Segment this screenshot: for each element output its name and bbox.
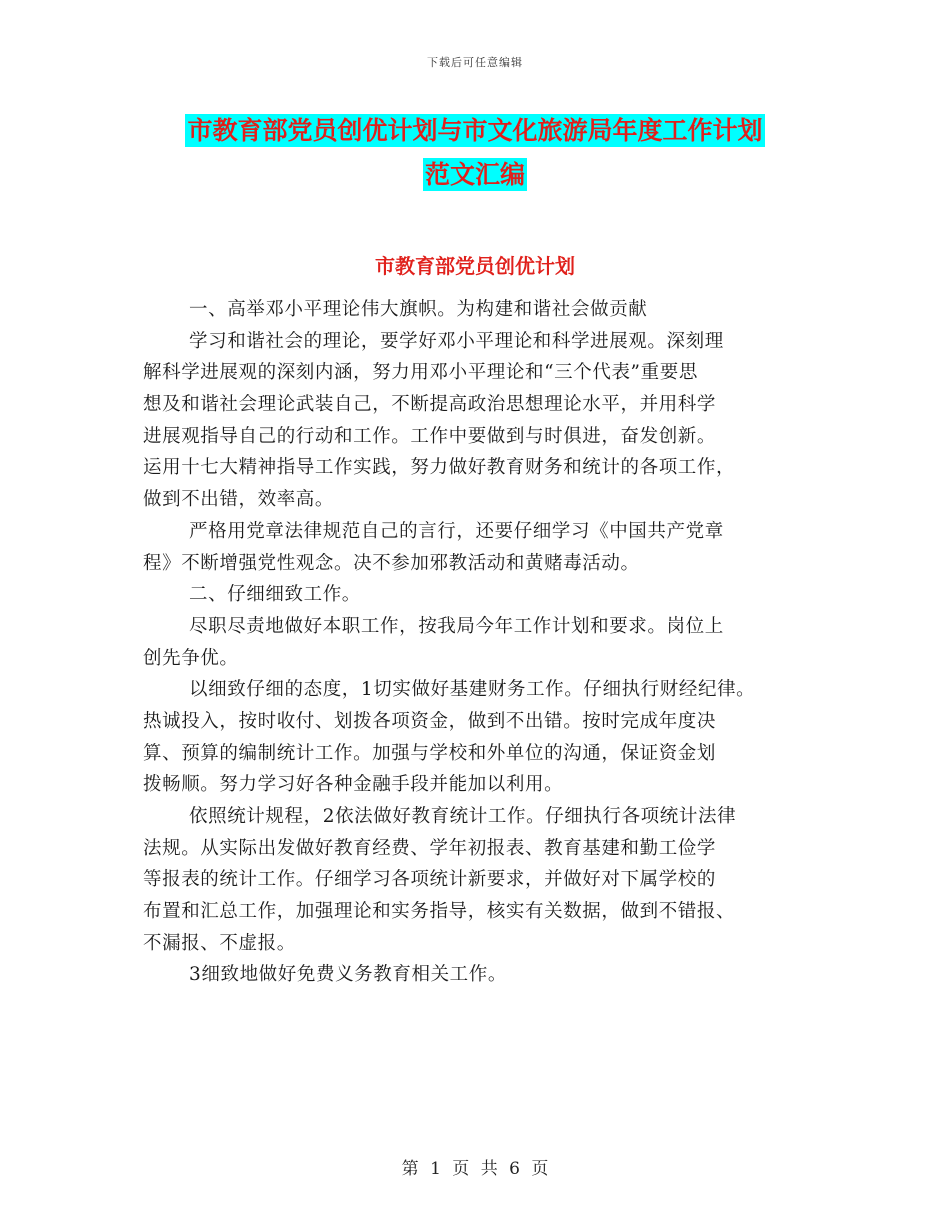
body-line: 等报表的统计工作。仔细学习各项统计新要求，并做好对下属学校的	[143, 869, 717, 891]
body-line: 一、高举邓小平理论伟大旗帜。为构建和谐社会做贡献	[189, 299, 648, 320]
document-title-line-2	[0, 158, 950, 192]
body-line: 程》不断增强党性观念。决不参加邪教活动和黄赌毒活动。	[143, 552, 640, 574]
body-line: 尽职尽责地做好本职工作，按我局今年工作计划和要求。岗位上	[189, 615, 724, 637]
body-line: 热诚投入，按时收付、划拨各项资金，做到不出错。按时完成年度决	[143, 710, 717, 732]
document-title-text-2: 范文汇编	[424, 160, 525, 189]
body-line: 想及和谐社会理论武装自己，不断提高政治思想理论水平，并用科学	[143, 394, 717, 416]
body-line: 3细致地做好免费义务教育相关工作。	[189, 964, 507, 986]
body-line: 以细致仔细的态度，1切实做好基建财务工作。仔细执行财经纪律。	[189, 679, 756, 701]
document-title-line-1	[0, 114, 950, 148]
body-line: 解科学进展观的深刻内涵，努力用邓小平理论和“三个代表”重要思	[143, 362, 698, 384]
page-header-note: 下载后可任意编辑	[427, 56, 523, 69]
body-line: 布置和汇总工作，加强理论和实务指导，核实有关数据，做到不错报、	[143, 901, 736, 923]
body-line: 不漏报、不虚报。	[143, 932, 296, 954]
body-line: 依照统计规程，2依法做好教育统计工作。仔细执行各项统计法律	[189, 806, 737, 827]
body-line: 做到不出错，效率高。	[143, 489, 335, 511]
document-body	[143, 294, 843, 991]
body-line: 拨畅顺。努力学习好各种金融手段并能加以利用。	[143, 774, 564, 796]
body-line: 进展观指导自己的行动和工作。工作中要做到与时俱进，奋发创新。	[143, 425, 717, 447]
document-title-text-1: 市教育部党员创优计划与市文化旅游局年度工作计划	[187, 116, 763, 145]
body-line: 算、预算的编制统计工作。加强与学校和外单位的沟通，保证资金划	[143, 742, 717, 764]
page-number-footer: 第 1 页 共 6 页	[401, 1159, 549, 1179]
body-line: 运用十七大精神指导工作实践，努力做好教育财务和统计的各项工作，	[143, 457, 736, 479]
section-heading: 市教育部党员创优计划	[375, 254, 575, 278]
body-line: 创先争优。	[143, 647, 239, 669]
body-line: 学习和谐社会的理论，要学好邓小平理论和科学进展观。深刻理	[189, 330, 724, 352]
body-line: 二、仔细细致工作。	[189, 584, 361, 606]
body-line: 严格用党章法律规范自己的言行，还要仔细学习《中国共产党章	[189, 520, 724, 542]
body-line: 法规。从实际出发做好教育经费、学年初报表、教育基建和勤工俭学	[143, 837, 717, 859]
